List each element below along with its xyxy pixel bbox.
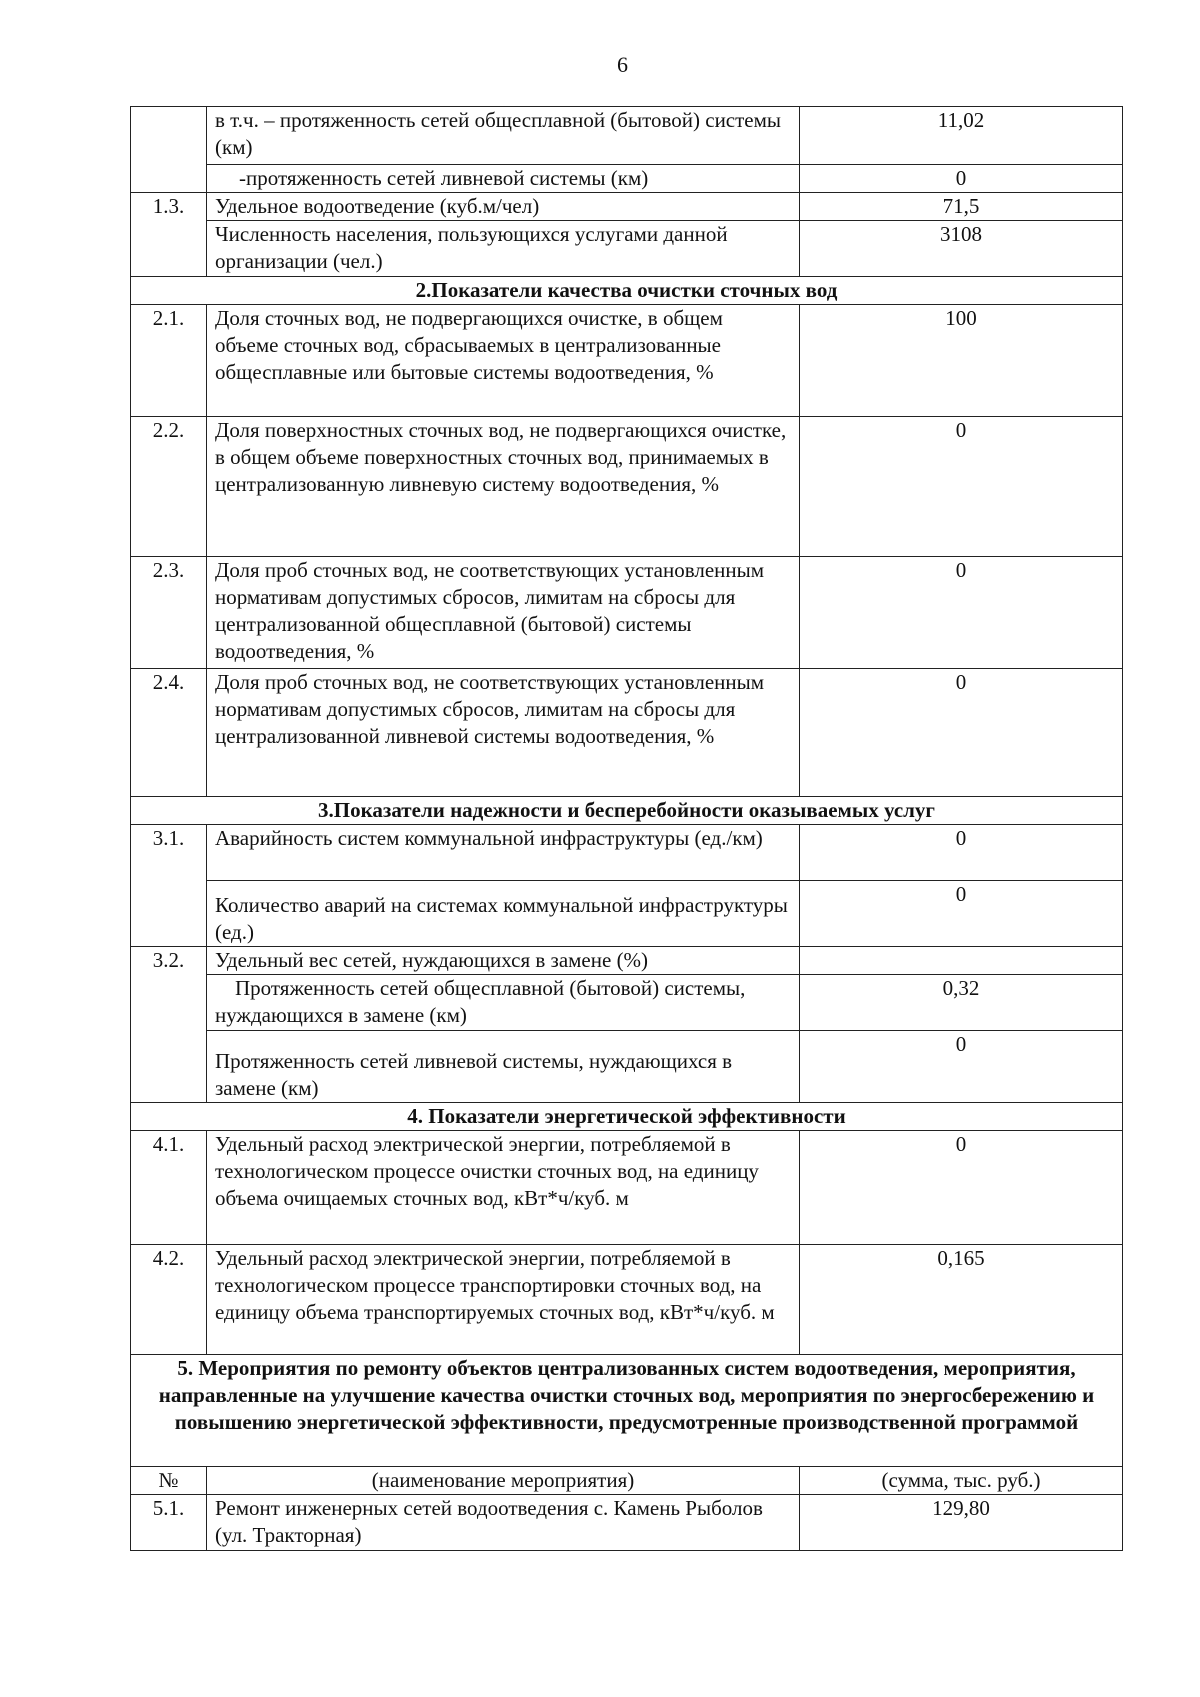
table-row (131, 947, 1123, 975)
table-row (131, 1031, 1123, 1103)
section-row (131, 1103, 1123, 1131)
row-value: 0,32 (800, 975, 1123, 1031)
row-value (800, 947, 1123, 975)
row-value: 100 (800, 305, 1123, 417)
section-title: 2.Показатели качества очистки сточных вод (131, 277, 1123, 305)
section-row (131, 1355, 1123, 1467)
table-row (131, 1245, 1123, 1355)
section-title: 3.Показатели надежности и бесперебойности оказываемых услуг (131, 797, 1123, 825)
row-value: 0 (800, 669, 1123, 797)
page-number: 6 (617, 52, 628, 77)
section-row (131, 277, 1123, 305)
section-row (131, 797, 1123, 825)
row-description: Протяженность сетей ливневой системы, нуждающихся в замене (км) (207, 1031, 800, 1103)
column-header-number: № (131, 1467, 207, 1495)
row-number: 2.1. (131, 305, 207, 417)
row-description: в т.ч. – протяженность сетей общесплавной (бытовой) системы (км) (207, 107, 800, 165)
row-description: Удельный расход электрической энергии, потребляемой в технологическом процессе транспортировки сточных вод, на единицу объема транспортируемых сточных вод, кВт*ч/куб. м (207, 1245, 800, 1355)
row-number: 4.2. (131, 1245, 207, 1355)
row-description: Протяженность сетей общесплавной (бытовой) системы, нуждающихся в замене (км) (207, 975, 800, 1031)
row-description: -протяженность сетей ливневой системы (км) (207, 165, 800, 193)
row-number: 2.2. (131, 417, 207, 557)
row-number: 3.1. (131, 825, 207, 947)
table-row (131, 669, 1123, 797)
row-value: 0 (800, 881, 1123, 947)
table-row (131, 417, 1123, 557)
section-title: 5. Мероприятия по ремонту объектов централизованных систем водоотведения, мероприятия, направленные на улучшение качества очистки сточных вод, мероприятия по энергосбережению и повышению энергетической эффективности, предусмотренные производственной программой (131, 1355, 1123, 1467)
row-number: 3.2. (131, 947, 207, 1103)
row-description: Доля проб сточных вод, не соответствующих установленным нормативам допустимых сбросов, лимитам на сбросы для централизованной общесплавной (бытовой) системы водоотведения, % (207, 557, 800, 669)
row-value: 0 (800, 1131, 1123, 1245)
row-number: 5.1. (131, 1495, 207, 1551)
table-row (131, 193, 1123, 221)
table-row (131, 825, 1123, 881)
row-description: Количество аварий на системах коммунальной инфраструктуры (ед.) (207, 881, 800, 947)
table-row (131, 881, 1123, 947)
table-row (131, 165, 1123, 193)
row-description: Удельный вес сетей, нуждающихся в замене (%) (207, 947, 800, 975)
table-row (131, 1131, 1123, 1245)
row-description: Аварийность систем коммунальной инфраструктуры (ед./км) (207, 825, 800, 881)
row-value: 129,80 (800, 1495, 1123, 1551)
indicators-table (130, 106, 1123, 1551)
row-description: Ремонт инженерных сетей водоотведения с. Камень Рыболов (ул. Тракторная) (207, 1495, 800, 1551)
row-value: 11,02 (800, 107, 1123, 165)
row-value: 0 (800, 1031, 1123, 1103)
row-value: 71,5 (800, 193, 1123, 221)
row-value: 0 (800, 557, 1123, 669)
row-description: Удельное водоотведение (куб.м/чел) (207, 193, 800, 221)
table-row (131, 305, 1123, 417)
row-description: Доля сточных вод, не подвергающихся очистке, в общем объеме сточных вод, сбрасываемых в централизованные общесплавные или бытовые системы водоотведения, % (207, 305, 800, 417)
row-number: 1.3. (131, 193, 207, 277)
row-number: 2.4. (131, 669, 207, 797)
row-description: Удельный расход электрической энергии, потребляемой в технологическом процессе очистки сточных вод, на единицу объема очищаемых сточных вод, кВт*ч/куб. м (207, 1131, 800, 1245)
row-number: 4.1. (131, 1131, 207, 1245)
table-row (131, 221, 1123, 277)
column-header-sum: (сумма, тыс. руб.) (800, 1467, 1123, 1495)
row-number (131, 107, 207, 193)
row-description: Численность населения, пользующихся услугами данной организации (чел.) (207, 221, 800, 277)
row-value: 3108 (800, 221, 1123, 277)
section-title: 4. Показатели энергетической эффективности (131, 1103, 1123, 1131)
table-row (131, 1495, 1123, 1551)
column-header-name: (наименование мероприятия) (207, 1467, 800, 1495)
table-row (131, 107, 1123, 165)
row-value: 0,165 (800, 1245, 1123, 1355)
row-value: 0 (800, 417, 1123, 557)
row-value: 0 (800, 825, 1123, 881)
table-row (131, 975, 1123, 1031)
row-number: 2.3. (131, 557, 207, 669)
row-description: Доля поверхностных сточных вод, не подвергающихся очистке, в общем объеме поверхностных сточных вод, принимаемых в централизованную ливневую систему водоотведения, % (207, 417, 800, 557)
table-row (131, 557, 1123, 669)
row-value: 0 (800, 165, 1123, 193)
row-description: Доля проб сточных вод, не соответствующих установленным нормативам допустимых сбросов, лимитам на сбросы для централизованной ливневой системы водоотведения, % (207, 669, 800, 797)
header-row (131, 1467, 1123, 1495)
